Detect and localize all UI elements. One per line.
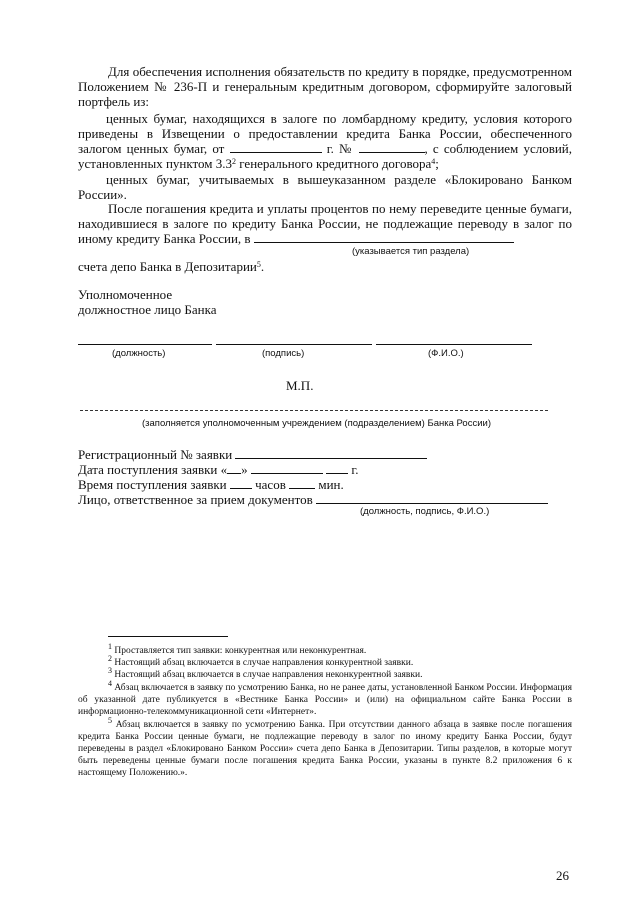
paragraph-blocked-securities	[78, 172, 572, 202]
fill-note: (заполняется уполномоченным учреждением (подразделением) Банка России)	[142, 418, 491, 429]
paragraph-after-repayment	[78, 201, 572, 246]
footnote-text: Проставляется тип заявки: конкурентная или неконкурентная.	[114, 646, 367, 656]
paragraph-text: г. №	[326, 141, 354, 156]
footnote-ref-2: 2	[232, 157, 237, 166]
page-number: 26	[556, 868, 569, 883]
date-label: г.	[351, 462, 359, 477]
footnote-4	[78, 679, 573, 718]
time-label: Время поступления заявки	[78, 477, 227, 492]
hours-blank	[230, 477, 252, 489]
paragraph-collateral-intro	[78, 64, 572, 109]
paragraph-text: ;	[435, 156, 439, 171]
paragraph-text: .	[260, 259, 265, 274]
time-label: мин.	[318, 477, 344, 492]
signature-line	[216, 344, 372, 345]
caption-fio: (Ф.И.О.)	[428, 348, 464, 359]
footnote-ref-5: 5	[256, 260, 261, 269]
footnote-mark: 3	[108, 666, 112, 675]
caption-signature: (подпись)	[262, 348, 305, 359]
section-type-blank	[254, 231, 514, 243]
responsible-label: Лицо, ответственное за прием документов	[78, 492, 313, 507]
day-blank	[227, 462, 241, 474]
footnote-text: Настоящий абзац включается в случае направления неконкурентной заявки.	[114, 670, 423, 680]
dashed-separator	[80, 410, 548, 411]
responsible-blank	[316, 492, 548, 504]
fio-line	[376, 344, 532, 345]
paragraph-text: Для обеспечения исполнения обязательств по кредиту в порядке, предусмотренном Положением № 236-П и генеральным кредитным договором, сформируйте залоговый портфель из:	[78, 64, 572, 109]
officer-label-line1: Уполномоченное	[78, 287, 173, 302]
footnote-1	[78, 642, 572, 657]
paragraph-text: После погашения кредита и уплаты процентов по нему переведите ценные бумаги, находившиеся в залоге по кредиту Банка России, не подлежащие переводу в залог по иному кредиту Банка России, в	[78, 201, 572, 246]
officer-label-line2: должностное лицо Банка	[78, 302, 217, 317]
footnote-mark: 1	[108, 642, 112, 651]
year-blank	[326, 462, 348, 474]
footnote-text: Абзац включается в заявку по усмотрению Банка, но не ранее даты, установленной Банком России. Информация об указанной дате публикуется в «Вестнике Банка России» и (или) на официальном сайте Банка России в информационно-телекоммуникационной сети «Интернет».	[78, 683, 573, 717]
footnote-text: Абзац включается в заявку по усмотрению Банка. При отсутствии данного абзаца в заявке после погашения кредита Банка России ценные бумаги, не подлежащие переводу в залог по иному кредиту Банка России, будут переведены в раздел «Блокировано Банком России» счета депо Банка в Депозитарии. Типы разделов, в которые могут быть переведены ценные бумаги после погашения кредита Банка России, указаны в пункте 8.2 приложения 6 к настоящему Положению.».	[78, 720, 572, 778]
number-blank	[359, 141, 425, 153]
date-blank	[230, 141, 322, 153]
footnote-3	[78, 666, 572, 681]
caption-pos-sig-fio: (должность, подпись, Ф.И.О.)	[360, 506, 490, 517]
footnote-mark: 4	[108, 679, 112, 688]
responsible-row	[78, 492, 548, 507]
position-line	[78, 344, 212, 345]
footnote-text: Настоящий абзац включается в случае направления конкурентной заявки.	[114, 658, 414, 668]
seal-mark: М.П.	[286, 378, 314, 393]
paragraph-text: счета депо Банка в Депозитарии	[78, 259, 257, 274]
minutes-blank	[289, 477, 315, 489]
paragraph-lombard-securities	[78, 111, 572, 171]
reg-number-row	[78, 447, 427, 462]
receipt-time-row	[78, 477, 344, 492]
month-blank	[251, 462, 323, 474]
paragraph-text: ценных бумаг, находящихся в залоге по ломбардному кредиту, условия которого приведены в Извещении о предоставлении кредита Банка России, обеспеченного залогом ценных бумаг, от	[78, 111, 572, 156]
footnote-mark: 2	[108, 654, 112, 663]
paragraph-text: ценных бумаг, учитываемых в вышеуказанном разделе «Блокировано Банком России».	[78, 172, 572, 202]
paragraph-text: генерального кредитного договора	[236, 156, 432, 171]
footnote-5	[78, 716, 572, 779]
caption-position: (должность)	[112, 348, 166, 359]
receipt-date-row	[78, 462, 359, 477]
reg-number-blank	[235, 447, 427, 459]
paragraph-depo-account	[78, 259, 264, 274]
caption-section-type: (указывается тип раздела)	[352, 246, 470, 257]
footnote-ref-4: 4	[431, 157, 436, 166]
footnote-2	[78, 654, 572, 669]
time-label: часов	[255, 477, 286, 492]
paragraph-text: , с соблюдением условий, установленных пунктом 3.3	[78, 141, 573, 171]
date-label: »	[241, 462, 248, 477]
footnote-mark: 5	[108, 716, 112, 725]
date-label: Дата поступления заявки «	[78, 462, 228, 477]
reg-number-label: Регистрационный № заявки	[78, 447, 233, 462]
footnote-separator	[108, 636, 228, 637]
